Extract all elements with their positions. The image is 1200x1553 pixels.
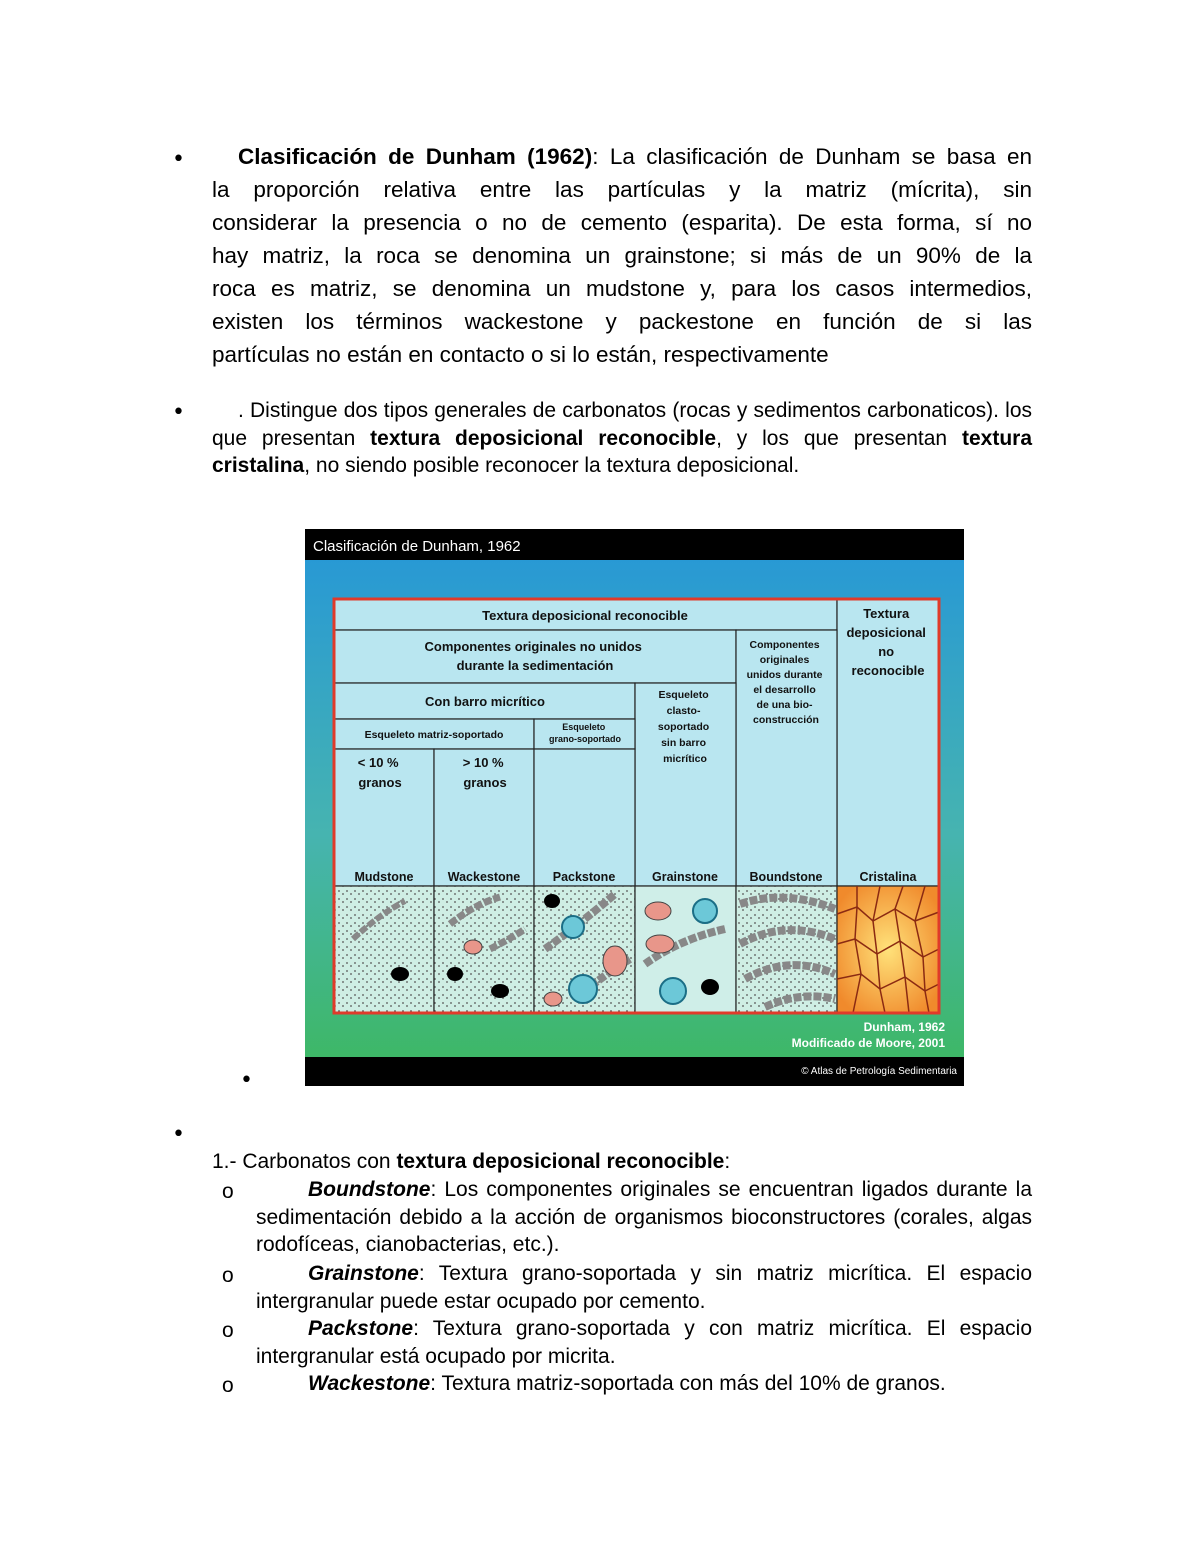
esqueleto-grano: Esqueleto grano-soportado <box>549 722 621 744</box>
dunham-classification-figure <box>305 529 964 1086</box>
list-item-grainstone: Grainstone: Textura grano-soportada y sin matriz micrítica. El espacio intergranular puede estar ocupado por cemento. <box>256 1262 1032 1313</box>
dunham-title: Clasificación de Dunham (1962) <box>238 144 593 169</box>
list-item-packstone: Packstone: Textura grano-soportada y con matriz micrítica. El espacio intergranular está ocupado por micrita. <box>256 1317 1032 1368</box>
con-barro-label: Con barro micrítico <box>425 694 545 709</box>
figure-title: Clasificación de Dunham, 1962 <box>313 538 521 555</box>
section-intro: 1.- Carbonatos con textura deposicional reconocible: <box>212 1150 731 1173</box>
bullet-dot: • <box>172 147 185 172</box>
components-joined: Componentes originales unidos durante el desarrollo de una bio- construcción <box>746 639 823 726</box>
name-mudstone: Mudstone <box>354 870 414 884</box>
bullet-dot: • <box>172 1122 185 1147</box>
gt10-label: > 10 % granos <box>462 755 507 790</box>
name-cristalina: Cristalina <box>859 870 917 884</box>
bullet-dot: • <box>172 400 185 425</box>
figure-footer: © Atlas de Petrología Sedimentaria <box>801 1066 957 1077</box>
header-main: Textura deposicional reconocible <box>482 608 688 623</box>
name-packstone: Packstone <box>552 870 616 884</box>
sub-bullet: o <box>222 1264 234 1287</box>
esqueleto-clasto: Esqueleto clasto- soportado sin barro micrítico <box>657 689 710 765</box>
bullet-dot: • <box>240 1068 253 1093</box>
dunham-paragraph: Clasificación de Dunham (1962): La clasificación de Dunham se basa en la proporción relativa entre las partículas y la matriz (mícrita), sin considerar la presencia o no de cemento (esparita). De esta forma, sí no hay matriz, la roca se denomina un grainstone; si más de un 90% de la roca es matriz, se denomina un mudstone y, para los casos intermedios, existen los términos wackestone y packestone en función de si las partículas no están en contacto o si lo están, respectivamente <box>212 144 1032 367</box>
credit-dunham: Dunham, 1962 <box>863 1020 945 1034</box>
name-wackestone: Wackestone <box>447 870 521 884</box>
sub-bullet: o <box>222 1180 234 1203</box>
credit-moore: Modificado de Moore, 2001 <box>791 1036 945 1050</box>
sub-bullet: o <box>222 1319 234 1342</box>
list-item-boundstone: Boundstone: Los componentes originales se encuentran ligados durante la sedimentación debido a la acción de organismos bioconstructores (corales, algas rodofíceas, cianobacterias, etc.). <box>256 1178 1032 1256</box>
components-not-joined: Componentes originales no unidos durante la sedimentación <box>424 639 642 673</box>
name-grainstone: Grainstone <box>652 870 718 884</box>
list-item-wackestone: Wackestone: Textura matriz-soportada con más del 10% de granos. <box>308 1372 946 1395</box>
sub-bullet: o <box>222 1374 234 1397</box>
esqueleto-matriz: Esqueleto matriz-soportado <box>364 729 504 741</box>
carbonate-types-paragraph: . Distingue dos tipos generales de carbonatos (rocas y sedimentos carbonaticos). los que presentan textura deposicional reconocible, y los que presentan textura cristalina, no siendo posible reconocer la textura deposicional. <box>212 399 1032 477</box>
header-right: Textura deposicional no reconocible <box>846 606 926 678</box>
lt10-label: < 10 % granos <box>357 755 402 790</box>
name-boundstone: Boundstone <box>749 870 823 884</box>
